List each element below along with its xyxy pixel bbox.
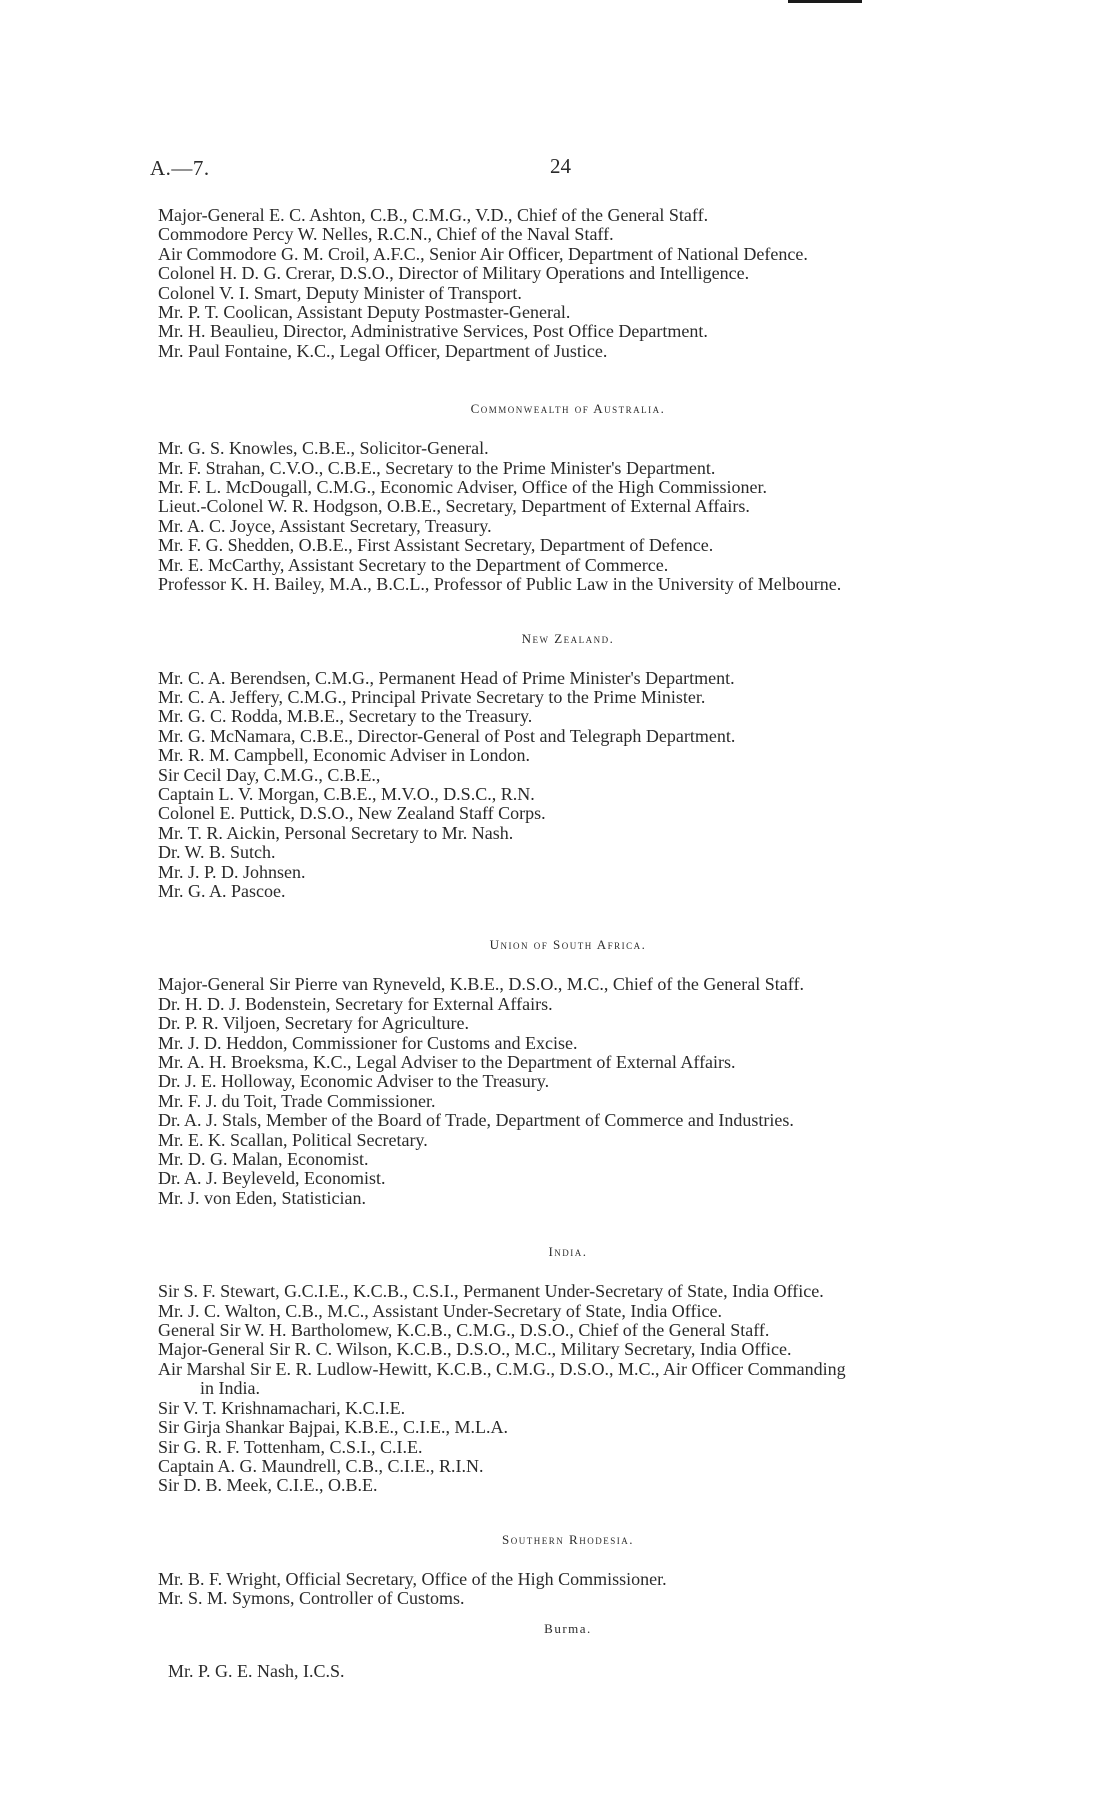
list-item: General Sir W. H. Bartholomew, K.C.B., C.M.G., D.S.O., Chief of the General Staff. — [158, 1320, 770, 1341]
list-item: Mr. F. G. Shedden, O.B.E., First Assistant Secretary, Department of Defence. — [158, 535, 714, 556]
list-item: Mr. T. R. Aickin, Personal Secretary to Mr. Nash. — [158, 822, 514, 843]
list-item: Mr. G. McNamara, C.B.E., Director-General of Post and Telegraph Department. — [158, 725, 736, 746]
list-item: Captain A. G. Maundrell, C.B., C.I.E., R.I.N. — [158, 1455, 484, 1476]
section-new-zealand — [158, 631, 1038, 902]
page-header — [0, 156, 1114, 182]
list-item: Mr. G. A. Pascoe. — [158, 880, 286, 901]
list-item: Mr. J. von Eden, Statistician. — [158, 1187, 366, 1208]
section-southern-rhodesia — [158, 1532, 1038, 1609]
list-item: Mr. D. G. Malan, Economist. — [158, 1149, 369, 1170]
list-item: Mr. R. M. Campbell, Economic Adviser in London. — [158, 745, 530, 766]
list-item: Sir Cecil Day, C.M.G., C.B.E., — [158, 764, 381, 785]
section-india — [158, 1244, 1038, 1495]
page-body — [158, 205, 1038, 1681]
section-heading: Commonwealth of Australia. — [470, 401, 666, 417]
section-burma — [158, 1620, 1038, 1681]
list-item: Mr. Paul Fontaine, K.C., Legal Officer, Department of Justice. — [158, 340, 608, 361]
list-item: Mr. P. G. E. Nash, I.C.S. — [168, 1660, 345, 1681]
list-item: Mr. E. McCarthy, Assistant Secretary to the Department of Commerce. — [158, 554, 669, 575]
list-item: Colonel E. Puttick, D.S.O., New Zealand Staff Corps. — [158, 803, 546, 824]
list-item: Mr. F. L. McDougall, C.M.G., Economic Adviser, Office of the High Commissioner. — [158, 477, 767, 498]
list-item: Dr. P. R. Viljoen, Secretary for Agriculture. — [158, 1013, 470, 1034]
list-item: Mr. J. P. D. Johnsen. — [158, 861, 306, 882]
list-item: Colonel V. I. Smart, Deputy Minister of Transport. — [158, 282, 522, 303]
list-item: Mr. J. C. Walton, C.B., M.C., Assistant Under-Secretary of State, India Office. — [158, 1300, 722, 1321]
list-item: Mr. A. H. Broeksma, K.C., Legal Adviser to the Department of External Affairs. — [158, 1052, 736, 1072]
section-heading: Southern Rhodesia. — [502, 1531, 634, 1547]
list-item: Dr. H. D. J. Bodenstein, Secretary for External Affairs. — [158, 993, 553, 1014]
list-item: Major-General Sir Pierre van Ryneveld, K.B.E., D.S.O., M.C., Chief of the General Staff. — [158, 974, 804, 995]
section-australia — [158, 401, 1038, 594]
top-edge-mark — [788, 0, 862, 3]
list-item: Mr. F. Strahan, C.V.O., C.B.E., Secretary to the Prime Minister's Department. — [158, 457, 716, 478]
section-heading: India. — [548, 1244, 588, 1260]
list-item: Mr. F. J. du Toit, Trade Commissioner. — [158, 1090, 436, 1111]
page-number: 24 — [550, 154, 571, 178]
list-item: Sir G. R. F. Tottenham, C.S.I., C.I.E. — [158, 1436, 423, 1457]
list-item: Sir Girja Shankar Bajpai, K.B.E., C.I.E., M.L.A. — [158, 1417, 508, 1438]
list-item: Mr. B. F. Wright, Official Secretary, Office of the High Commissioner. — [158, 1568, 667, 1589]
list-item: Air Marshal Sir E. R. Ludlow-Hewitt, K.C.B., C.M.G., D.S.O., M.C., Air Officer Commanding — [158, 1358, 846, 1379]
list-item: Sir V. T. Krishnamachari, K.C.I.E. — [158, 1397, 406, 1418]
list-item: Dr. J. E. Holloway, Economic Adviser to the Treasury. — [158, 1071, 550, 1092]
list-item: Mr. C. A. Jeffery, C.M.G., Principal Private Secretary to the Prime Minister. — [158, 686, 706, 707]
section-canada — [158, 206, 1038, 361]
list-item: Mr. P. T. Coolican, Assistant Deputy Postmaster-General. — [158, 302, 571, 323]
list-item: Colonel H. D. G. Crerar, D.S.O., Director of Military Operations and Intelligence. — [158, 263, 750, 284]
list-item: Mr. J. D. Heddon, Commissioner for Customs and Excise. — [158, 1032, 578, 1053]
list-item: Dr. A. J. Beyleveld, Economist. — [158, 1168, 386, 1189]
section-south-africa — [158, 937, 1038, 1208]
list-item: Sir D. B. Meek, C.I.E., O.B.E. — [158, 1475, 378, 1496]
list-item: Mr. S. M. Symons, Controller of Customs. — [158, 1588, 465, 1609]
list-item: Mr. G. C. Rodda, M.B.E., Secretary to the Treasury. — [158, 706, 533, 727]
list-item: Mr. G. S. Knowles, C.B.E., Solicitor-General. — [158, 438, 489, 459]
list-item: Professor K. H. Bailey, M.A., B.C.L., Professor of Public Law in the University of Melbourne. — [158, 574, 842, 595]
list-item: Dr. W. B. Sutch. — [158, 842, 276, 863]
list-item: Lieut.-Colonel W. R. Hodgson, O.B.E., Secretary, Department of External Affairs. — [158, 496, 750, 517]
list-item: Sir S. F. Stewart, G.C.I.E., K.C.B., C.S.I., Permanent Under-Secretary of State, India Office. — [158, 1281, 824, 1302]
list-item: Commodore Percy W. Nelles, R.C.N., Chief of the Naval Staff. — [158, 224, 614, 245]
list-item: Major-General Sir R. C. Wilson, K.C.B., D.S.O., M.C., Military Secretary, India Office. — [158, 1339, 792, 1360]
list-item: Mr. C. A. Berendsen, C.M.G., Permanent Head of Prime Minister's Department. — [158, 667, 735, 688]
document-reference: A.—7. — [150, 156, 210, 180]
list-item: Dr. A. J. Stals, Member of the Board of Trade, Department of Commerce and Industries. — [158, 1110, 794, 1131]
list-item: Air Commodore G. M. Croil, A.F.C., Senior Air Officer, Department of National Defence. — [158, 243, 808, 264]
section-heading: Burma. — [544, 1620, 592, 1636]
list-item: Mr. A. C. Joyce, Assistant Secretary, Treasury. — [158, 515, 492, 536]
list-item: Captain L. V. Morgan, C.B.E., M.V.O., D.S.C., R.N. — [158, 783, 535, 804]
list-item: Major-General E. C. Ashton, C.B., C.M.G., V.D., Chief of the General Staff. — [158, 205, 709, 225]
section-heading: Union of South Africa. — [489, 937, 647, 953]
section-heading: New Zealand. — [521, 630, 615, 646]
list-item: Mr. H. Beaulieu, Director, Administrative Services, Post Office Department. — [158, 321, 708, 342]
list-item-continuation: in India. — [200, 1378, 260, 1399]
list-item: Mr. E. K. Scallan, Political Secretary. — [158, 1129, 428, 1150]
